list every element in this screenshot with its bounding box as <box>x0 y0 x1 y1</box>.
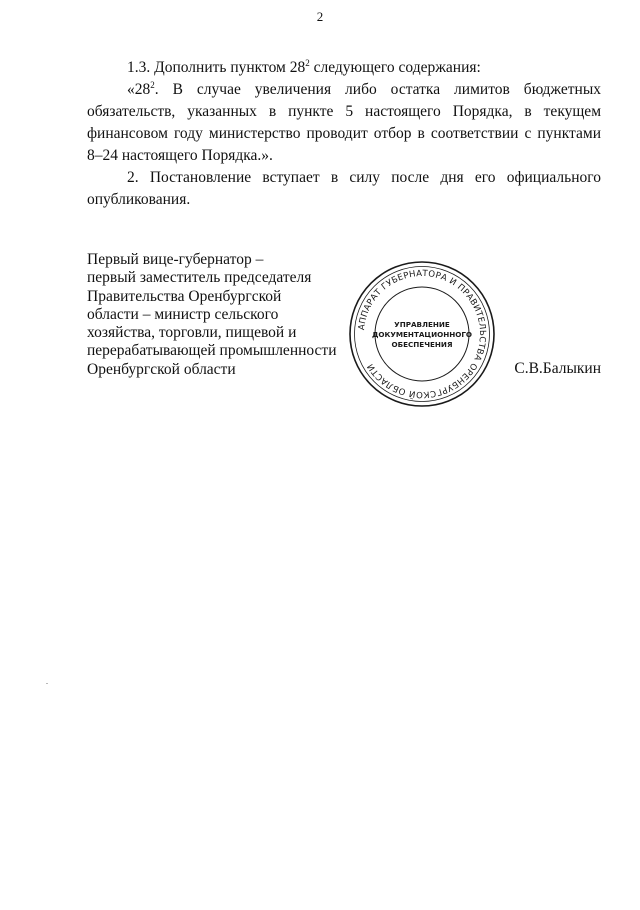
seal-icon <box>346 258 498 410</box>
item-heading-label: 1.3. Дополнить пунктом 28 <box>127 59 306 76</box>
position-line: области – министр сельского <box>87 305 279 323</box>
quote-line-2: обязательств, указанных в пункте 5 настоящего Порядка, в текущем <box>87 103 601 120</box>
item-heading-text <box>87 57 601 79</box>
official-seal <box>346 258 498 410</box>
item-heading-superscript: 2 <box>305 58 310 68</box>
seal-inner-line: ДОКУМЕНТАЦИОННОГО <box>371 330 473 339</box>
quote-line-3: финансовом году министерство проводит отбор в соответствии с пунктами <box>87 125 601 142</box>
seal-outer-text-path: АППАРАТ ГУБЕРНАТОРА И ПРАВИТЕЛЬСТВА ОРЕНБУРГСКОЙ ОБЛАСТИ <box>357 268 488 400</box>
clause-2-line-2: опубликования. <box>87 191 191 208</box>
quoted-paragraph <box>87 79 601 167</box>
seal-inner-line: УПРАВЛЕНИЕ <box>394 320 450 329</box>
page-number: 2 <box>316 9 324 24</box>
signatory-position <box>87 251 347 379</box>
position-line: Первый вице-губернатор – <box>87 251 264 268</box>
signer-name: С.В.Балыкин <box>514 360 601 377</box>
item-heading-rest: следующего содержания: <box>309 59 481 76</box>
position-line: Оренбургской области <box>87 360 236 378</box>
quote-line-1 <box>87 79 601 101</box>
position-line: хозяйства, торговли, пищевой и <box>87 324 297 342</box>
position-line: Правительства Оренбургской <box>87 287 282 305</box>
clause-2-line-1: 2. Постановление вступает в силу после дня его официального <box>127 169 601 186</box>
position-line: перерабатывающей промышленности <box>87 342 337 360</box>
quote-superscript: 2 <box>150 80 155 90</box>
item-heading <box>87 57 601 79</box>
scan-speck <box>46 683 48 684</box>
position-line: первый заместитель председателя <box>87 269 312 287</box>
clause-2-paragraph <box>87 167 601 211</box>
quote-open: «28 <box>127 81 151 98</box>
seal-inner-line: ОБЕСПЕЧЕНИЯ <box>391 340 453 349</box>
quote-line-1-rest: . В случае увеличения либо остатка лимитов бюджетных <box>154 81 601 98</box>
quote-line-4: 8–24 настоящего Порядка.». <box>87 147 273 164</box>
